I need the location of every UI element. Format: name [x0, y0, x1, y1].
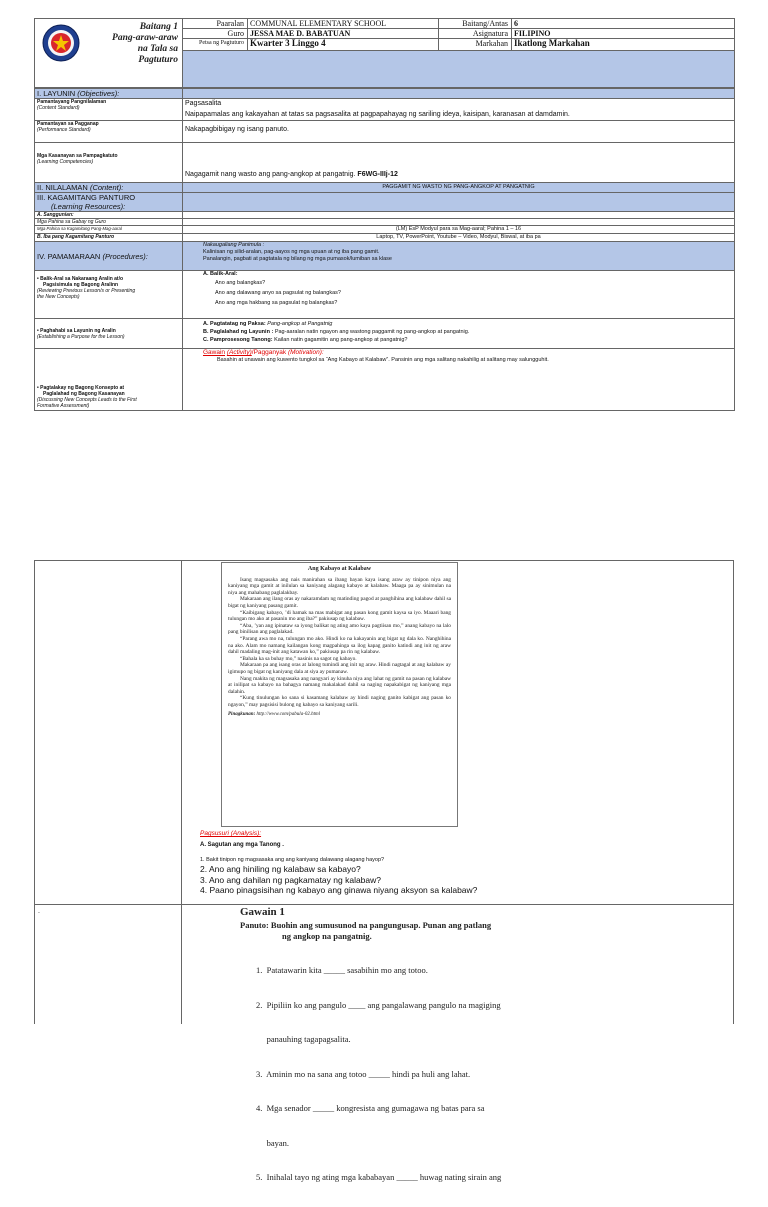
- gawain1-panuto: Panuto: Buohin ang sumusunod na pangungusap. Punan ang patlang: [240, 920, 492, 930]
- balik-aral-label-cell: • Balik-Aral sa Nakaraang Aralin at/o Pagsisimula ng Bagong Aralinn (Reviewing Previous Lesson/s or Presenting the New Concepts): [35, 271, 183, 319]
- question-item: 3. Ano ang dahilan ng pagkamatay ng kalabaw?: [200, 874, 381, 885]
- plan-table: [34, 88, 735, 411]
- page2-row-divider: [34, 904, 734, 905]
- story-paragraph: “Parang awa mo na, tulungan mo ako. Hindi ko na kakayanin ang bigat ng dala ko. Nanghihina na ako. Alam mo namang kailangan kong magpahinga sa ilog kapag ganito katindi ang init ng araw dahil madaling mag-init ang katawan ko,” pakiusap pa rin ng kalabaw.: [228, 635, 451, 656]
- sanggunian-label: A. Sanggunian:: [35, 212, 183, 219]
- pangnilalaman-value: Pagsasalita Naipapamalas ang kakayahan at tatas sa pagsasalita at pagpapahayag ng sariling ideya, kaisipan, karanasan at damdamin.: [183, 99, 735, 121]
- deped-seal-icon: [42, 24, 80, 62]
- kagamitang-mag-aaral-value: (LM) EsP Modyul para sa Mag-aaral; Pahina 1 – 16: [183, 226, 735, 234]
- panimula-cell: Nakaugaliang Panimula : Kalinisan ng silid-aralan, pag-aayos ng mga upuan at ng iba pang gamit. Panalangin, pagbati at pagtatala ng bilang ng mga pumasok/lumiban sa klase: [183, 242, 735, 271]
- markahan-label: Markahan: [439, 39, 512, 51]
- balik-aral-cell: A. Balik-Aral: Ano ang balangkas? Ano ang dalawang anyo sa pagsulat ng balangkas? Ano ang mga hakbang sa pagsulat ng balangkas?: [183, 271, 735, 319]
- story-paragraph: “Bahala ka sa buhay mo,” nasinis na sagot ng kabayo.: [240, 655, 357, 662]
- kasanayan-label-cell: Mga Kasanayan sa Pampagkatuto (Learning Competencies): [35, 143, 183, 183]
- pagsusuri-heading: Pagsusuri (Analysis):: [200, 830, 262, 837]
- header-title-cell: [35, 19, 183, 88]
- iba-pa-label: B. Iba pang Kagamitang Panturo: [35, 234, 183, 242]
- pagganap-label-cell: Pamantayan sa Pagganap (Performance Standard): [35, 121, 183, 143]
- story-paragraph: “Aba, ’yan ang ipinataw sa iyong balikat ng ating amo kaya pagtiisan mo,” anang kabayo na lalo pang binilisan ang paglalakad.: [228, 622, 451, 636]
- nilalaman-value: PAGGAMIT NG WASTO NG PANG-ANGKOP AT PANGATNIG: [183, 183, 735, 193]
- pagtalakay-cell: Gawain (Activity)/Pagganyak (Motivation): Basahin at unawain ang kuwento tungkol sa “Ang Kabayo at Kalabaw”. Pansinin ang mga salitang nakahilig at salitang may salungguhit.: [183, 349, 735, 411]
- pagganap-value: Nakapagbibigay ng isang panuto.: [183, 121, 735, 143]
- markahan-value: Ikatlong Markahan: [512, 39, 735, 51]
- story-paragraph: Isang magsasaka ang nais manirahan sa ibang bayan kaya isang araw ay tinipon niya ang kaniyang mga gamit at inilulan sa kaniyang alagang kabayo at kalabaw. Maaga pa ay sinimulan na niya ang mahabang paglalakbay.: [228, 576, 451, 596]
- story-source: Pinagkunan: http://www.com/pabula-02.html: [228, 712, 321, 718]
- story-paragraph: Makaraan pa ang isang oras at lalong tumindi ang init ng araw. Hindi nagtagal at ang kalabaw ay igimupo ng bigat ng kaniyang dala at siya ay pumanaw.: [228, 662, 451, 675]
- question-item: 1. Bakit tinipon ng magsasaka ang ang kaniyang dalawang alagang hayop?: [200, 857, 385, 863]
- header-title-line: Pagtuturo: [138, 55, 178, 65]
- petsa-label: Petsa ng Pagtuturo: [183, 39, 248, 51]
- question-item: 4. Paano pinagsisihan ng kabayo ang ginawa niyang aksyon sa kalabaw?: [200, 885, 478, 895]
- paghahabi-cell: A. Pagtatatag ng Paksa: Pang-angkop at Pangatnig B. Paglalahad ng Layunin : Pag-aaralan natin ngayon ang wastong paggamit ng pang-angkop at pangatnig. C. Pamprosesong Tanong: Kailan natin gagamitin ang pang-angkop at pangatnig?: [183, 319, 735, 349]
- pagsusuri-section: [200, 830, 730, 896]
- guro-label: Guro: [183, 29, 248, 39]
- page2-left-column: [34, 560, 182, 1024]
- paaralan-value: COMMUNAL ELEMENTARY SCHOOL: [248, 19, 439, 29]
- gawain1-section: [240, 906, 730, 1207]
- kagamitang-mag-aaral-label: Mga Pahina sa Kagamitang Pang-Mag-aaral: [35, 226, 183, 234]
- header-table: [34, 18, 735, 88]
- paghahabi-label-cell: • Paghahabi sa Layunin ng Aralin (Establishing a Purpose for the Lesson): [35, 319, 183, 349]
- nilalaman-heading: II. NILALAMAN (Content):: [35, 183, 183, 193]
- kasanayan-value: Nagagamit nang wasto ang pang-angkop at pangatnig. F6WG-IIIj-12: [183, 143, 735, 183]
- pangnilalaman-label-cell: Pamantayang Pangnilalaman (Content Standard): [35, 99, 183, 121]
- basahin-instruction: Basahin at unawain ang kuwento tungkol sa “Ang Kabayo at Kalabaw”. Pansinin ang mga salitang nakahilig at salitang may salungguhit.: [217, 357, 549, 363]
- asignatura-value: FILIPINO: [512, 29, 735, 39]
- gabay-label: Mga Pahina sa Gabay ng Guro: [35, 219, 183, 226]
- layunin-heading: I. LAYUNIN (Objectives):: [35, 89, 183, 99]
- header-title-line: Pang-araw-araw: [112, 33, 178, 43]
- gawain-row-marker: .: [38, 908, 40, 915]
- gawain1-panuto: ng angkop na pangatnig.: [282, 931, 372, 941]
- asignatura-label: Asignatura: [439, 29, 512, 39]
- kagamitan-heading: III. KAGAMITANG PANTURO (Learning Resources):: [35, 193, 183, 212]
- gawain1-item: 5. Inihalal tayo ng ating mga kababayan _____ huwag nating sirain ang: [256, 1172, 502, 1182]
- story-paragraph: “Kung tinulungan ko sana si kasamang kalabaw ay hindi naging ganito kabigat ang pasan ko ngayon,” may pagsisisi bulong ng kabayo sa kaniyang sarili.: [228, 695, 451, 708]
- question-item: 2. Ano ang hiniling ng kalabaw sa kabayo?: [200, 864, 361, 874]
- story-paragraph: Makaraan ang ilang oras ay nakaramdam ng matinding pagod at panghíhina ang kalabaw dahil sa bigat ng kaniyang pasang gamit.: [228, 596, 451, 609]
- guro-value: JESSA MAE D. BABATUAN: [248, 29, 439, 39]
- header-title-line: Baitang 1: [139, 22, 178, 32]
- header-title-line: na Tala sa: [137, 44, 178, 54]
- gawain1-item: 4. Mga senador _____ kongresista ang gumagawa ng batas para sa: [256, 1103, 485, 1113]
- gawain1-title: Gawain 1: [240, 906, 285, 918]
- story-title: Ang Kabayo at Kalabaw: [307, 566, 372, 572]
- header-blue-band: [183, 51, 735, 88]
- gawain1-item: panauhing tagapagsalita.: [256, 1034, 351, 1044]
- story-box: [221, 562, 458, 827]
- iba-pa-value: Laptop, TV, PowerPoint, Youtube – Video, Modyul, Biswal, at iba pa: [183, 234, 735, 242]
- gawain1-item: 1. Patatawarin kita _____ sasabihin mo ang totoo.: [256, 965, 428, 975]
- petsa-value: Kwarter 3 Linggo 4: [248, 39, 439, 51]
- baitang-label: Baitang/Antas: [439, 19, 512, 29]
- pamamaraan-heading: IV. PAMAMARAAN (Procedures):: [35, 242, 183, 271]
- story-paragraph: “Kaibigang kabayo, ’di hamak na mas mabigat ang pasan kong gamit kaysa sa iyo. Maaari bang tulungan mo ako at pasanin mo ang iba?” pakiusap ng kalabaw.: [228, 609, 451, 623]
- gawain1-item: 3. Aminin mo na sana ang totoo _____ hindi pa huli ang lahat.: [256, 1068, 471, 1079]
- pagtalakay-label-cell: • Pagtalakay ng Bagong Konsepto at Paglalahad ng Bagong Kasanayan (Discussing New Concepts Leads to the First Formative Assessment): [35, 349, 183, 411]
- gawain1-item: 2. Pipiliin ko ang pangulo ____ ang pangalawang pangulo na magiging: [256, 999, 501, 1010]
- pagsusuri-sub: A. Sagutan ang mga Tanong .: [200, 842, 284, 848]
- story-paragraph: Nang makita ng magsasaka ang nangyari ay kinuha niya ang lahat ng gamit na pasan ng kalabaw at inilipat sa kabayo na bahagya namang makalakad dahil sa naging napakabigat ng kaniyang mga dalahin.: [228, 675, 451, 695]
- baitang-value: 6: [512, 19, 735, 29]
- gawain1-item: bayan.: [256, 1137, 290, 1148]
- paaralan-label: Paaralan: [183, 19, 248, 29]
